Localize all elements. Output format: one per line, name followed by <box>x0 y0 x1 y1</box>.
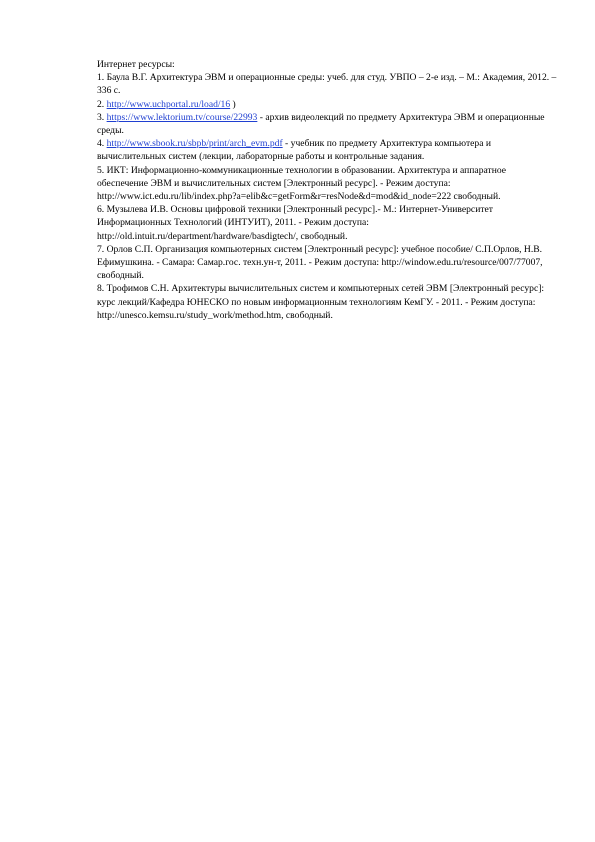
reference-number: 7. <box>97 243 105 255</box>
reference-link-sbook[interactable]: http://www.sbook.ru/sbpb/print/arch_evm.pdf <box>106 138 283 150</box>
reference-item-3 <box>97 111 557 137</box>
reference-item-7 <box>97 243 557 283</box>
reference-item-5 <box>97 164 557 204</box>
reference-number: 4. <box>97 138 105 150</box>
reference-item-8 <box>97 282 557 322</box>
reference-item-4 <box>97 137 557 163</box>
reference-link-lektorium[interactable]: https://www.lektorium.tv/course/22993 <box>106 111 258 123</box>
reference-number: 2. <box>97 98 105 110</box>
reference-item-1 <box>97 71 557 97</box>
reference-number: 5. <box>97 164 105 176</box>
reference-text: - учебник по предмету Архитектура компьютера и вычислительных систем (лекции, лабораторные работы и контрольные задания. <box>97 138 492 163</box>
reference-number: 8. <box>97 283 105 295</box>
reference-text: ) <box>230 98 236 110</box>
reference-number: 3. <box>97 111 105 123</box>
reference-number: 6. <box>97 204 105 216</box>
references-section <box>97 58 557 322</box>
reference-text: Баула В.Г. Архитектура ЭВМ и операционные среды: учеб. для студ. УВПО – 2-е изд. – М.: Академия, 2012. – 336 с. <box>97 72 557 97</box>
reference-number: 1. <box>97 72 105 84</box>
section-heading: Интернет ресурсы: <box>97 59 175 70</box>
reference-item-2 <box>97 98 557 111</box>
references-list <box>97 71 557 322</box>
reference-link-uchportal[interactable]: http://www.uchportal.ru/load/16 <box>106 98 231 110</box>
reference-text: Трофимов С.Н. Архитектуры вычислительных систем и компьютерных сетей ЭВМ [Электронный ресурс]: курс лекций/Кафедра ЮНЕСКО по новым информационным технологиям КемГУ. - 2011. - Режим доступа: http://unesco.kemsu.ru/study_work/method.htm, свободный. <box>97 283 545 321</box>
reference-text: ИКТ: Информационно-коммуникационные технологии в образовании. Архитектура и аппаратное обеспечение ЭВМ и вычислительных систем [Электронный ресурс]. - Режим доступа: http://www.ict.edu.ru/lib/index.php?a=elib&c=getForm&r=resNode&d=mod&id_node=222 свободный. <box>97 164 506 203</box>
reference-text: Музылева И.В. Основы цифровой техники [Электронный ресурс].- М.: Интернет-Университет Информационных Технологий (ИНТУИТ), 2011. - Режим доступа: http://old.intuit.ru/department/hardware/basdigtech/, свободный. <box>97 204 493 242</box>
reference-text: Орлов С.П. Организация компьютерных систем [Электронный ресурс]: учебное пособие/ С.П.Орлов, Н.В. Ефимушкина. - Самара: Самар.гос. техн.ун-т, 2011. - Режим доступа: http://window.edu.ru/resource/007/77007, свободный. <box>97 243 543 282</box>
reference-text: - архив видеолекций по предмету Архитектура ЭВМ и операционные среды. <box>97 111 545 137</box>
reference-item-6 <box>97 203 557 243</box>
